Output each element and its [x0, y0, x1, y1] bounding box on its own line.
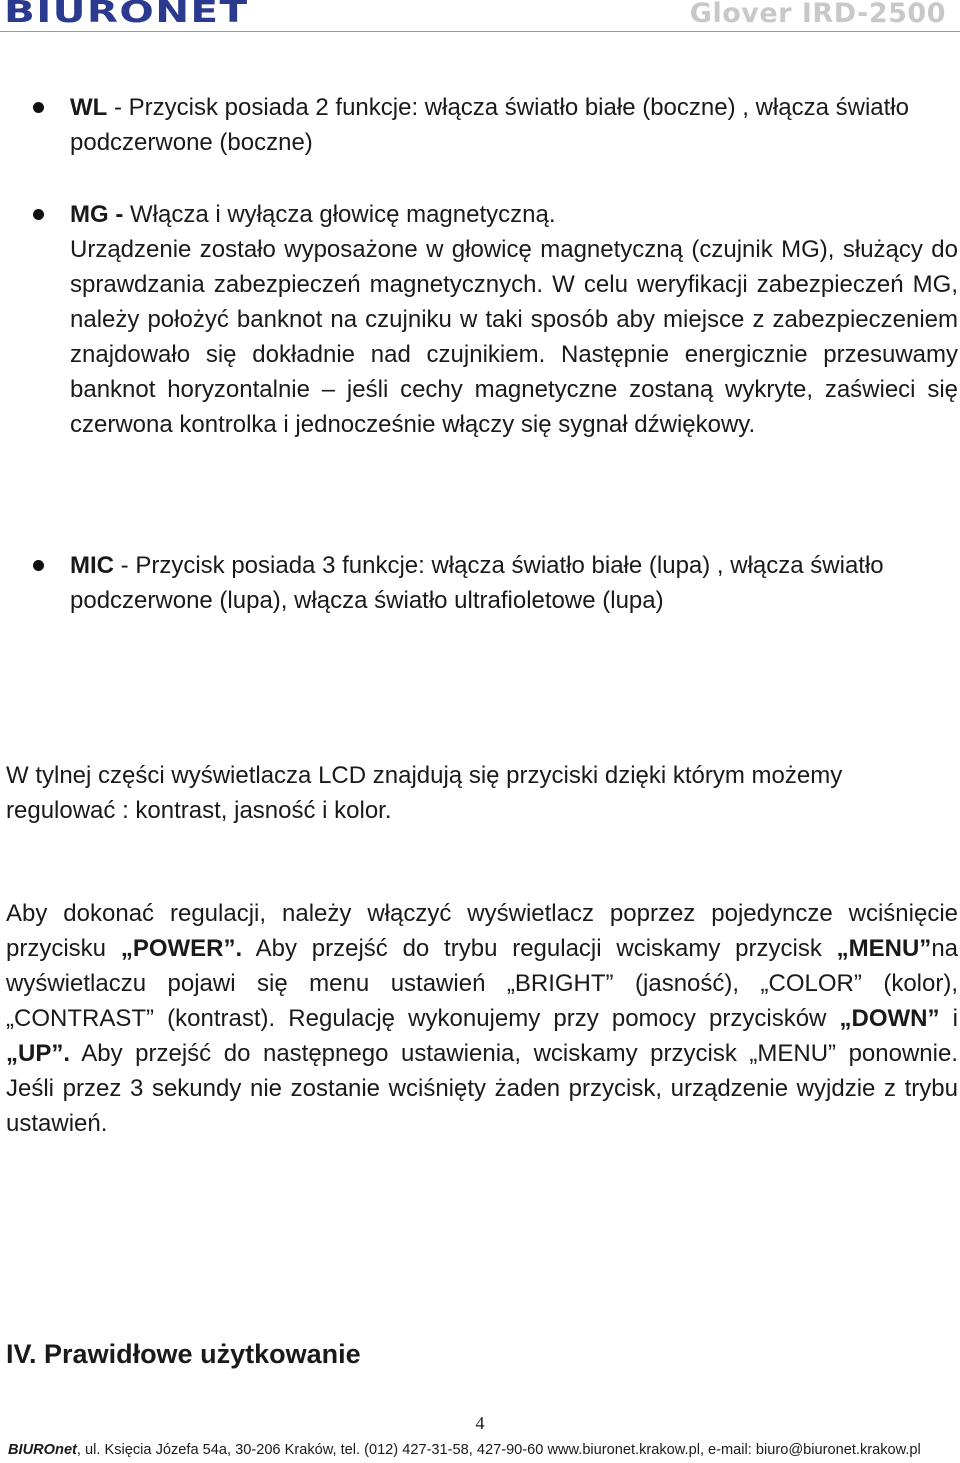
bullet-icon	[33, 102, 44, 113]
text-run: Aby przejść do trybu regulacji wciskamy przycisk	[242, 935, 837, 962]
item-key: WL	[70, 94, 108, 121]
header-divider	[0, 31, 960, 32]
menu-label: „MENU”	[836, 935, 932, 962]
power-label: „POWER”.	[120, 935, 243, 962]
item-text: - Przycisk posiada 3 funkcje: włącza światło białe (lupa) , włącza światło podczerwone (lupa), włącza światło ultrafioletowe (lupa)	[70, 552, 884, 614]
text-run: Aby przejść do następnego ustawienia, wciskamy przycisk „MENU” ponownie. Jeśli przez 3 sekundy nie zostanie wciśnięty żaden przycisk, urządzenie wyjdzie z trybu ustawień.	[6, 1040, 958, 1137]
page-number: 4	[475, 1413, 485, 1433]
text-run: na wyświetlaczu pojawi się menu ustawień „BRIGHT” (jasność), „COLOR” (kolor), „CONTRAST” (kontrast). Regulację wykonujemy przy pomocy przycisków	[6, 935, 959, 1032]
item-text: Włącza i wyłącza głowicę magnetyczną.	[130, 201, 556, 228]
list-item-mg	[70, 197, 958, 442]
section-heading: IV. Prawidłowe użytkowanie	[6, 1339, 361, 1369]
down-label: „DOWN”	[839, 1005, 940, 1032]
page-header	[0, 0, 960, 34]
list-item-wl	[70, 90, 958, 160]
paragraph-adjust	[6, 896, 958, 1141]
list-item-mic	[70, 548, 958, 618]
item-key: MIC	[70, 552, 114, 579]
footer-text: , ul. Księcia Józefa 54a, 30-206 Kraków, tel. (012) 427-31-58, 427-90-60 www.biuronet.krakow.pl, e-mail: biuro@biuronet.krakow.pl	[76, 1442, 921, 1458]
model-title: Glover IRD-2500	[689, 0, 946, 29]
bullet-icon	[33, 560, 44, 571]
item-key: MG -	[70, 201, 130, 228]
text-run: i	[939, 1005, 958, 1032]
paragraph-lcd: W tylnej części wyświetlacza LCD znajdują się przyciski dzięki którym możemy regulować : kontrast, jasność i kolor.	[6, 762, 843, 824]
text-run: Aby dokonać regulacji, należy włączyć wyświetlacz poprzez pojedyncze wciśnięcie przycisku	[6, 900, 958, 962]
bullet-icon	[33, 209, 44, 220]
up-label: „UP”.	[6, 1040, 71, 1067]
item-detail: Urządzenie zostało wyposażone w głowicę magnetyczną (czujnik MG), służący do sprawdzania zabezpieczeń magnetycznych. W celu weryfikacji zabezpieczeń MG, należy położyć banknot na czujniku w taki sposób aby miejsce z zabezpieczeniem znajdowało się dokładnie nad czujnikiem. Następnie energicznie przesuwamy banknot horyzontalnie – jeśli cechy magnetyczne zostaną wykryte, zaświeci się czerwona kontrolka i jednocześnie włączy się sygnał dźwiękowy.	[70, 236, 958, 438]
page-footer	[8, 1441, 921, 1459]
item-text: - Przycisk posiada 2 funkcje: włącza światło białe (boczne) , włącza światło podczerwone (boczne)	[70, 94, 909, 156]
brand-logo: BIURONET	[4, 0, 249, 30]
footer-company: BIUROnet	[8, 1442, 77, 1458]
